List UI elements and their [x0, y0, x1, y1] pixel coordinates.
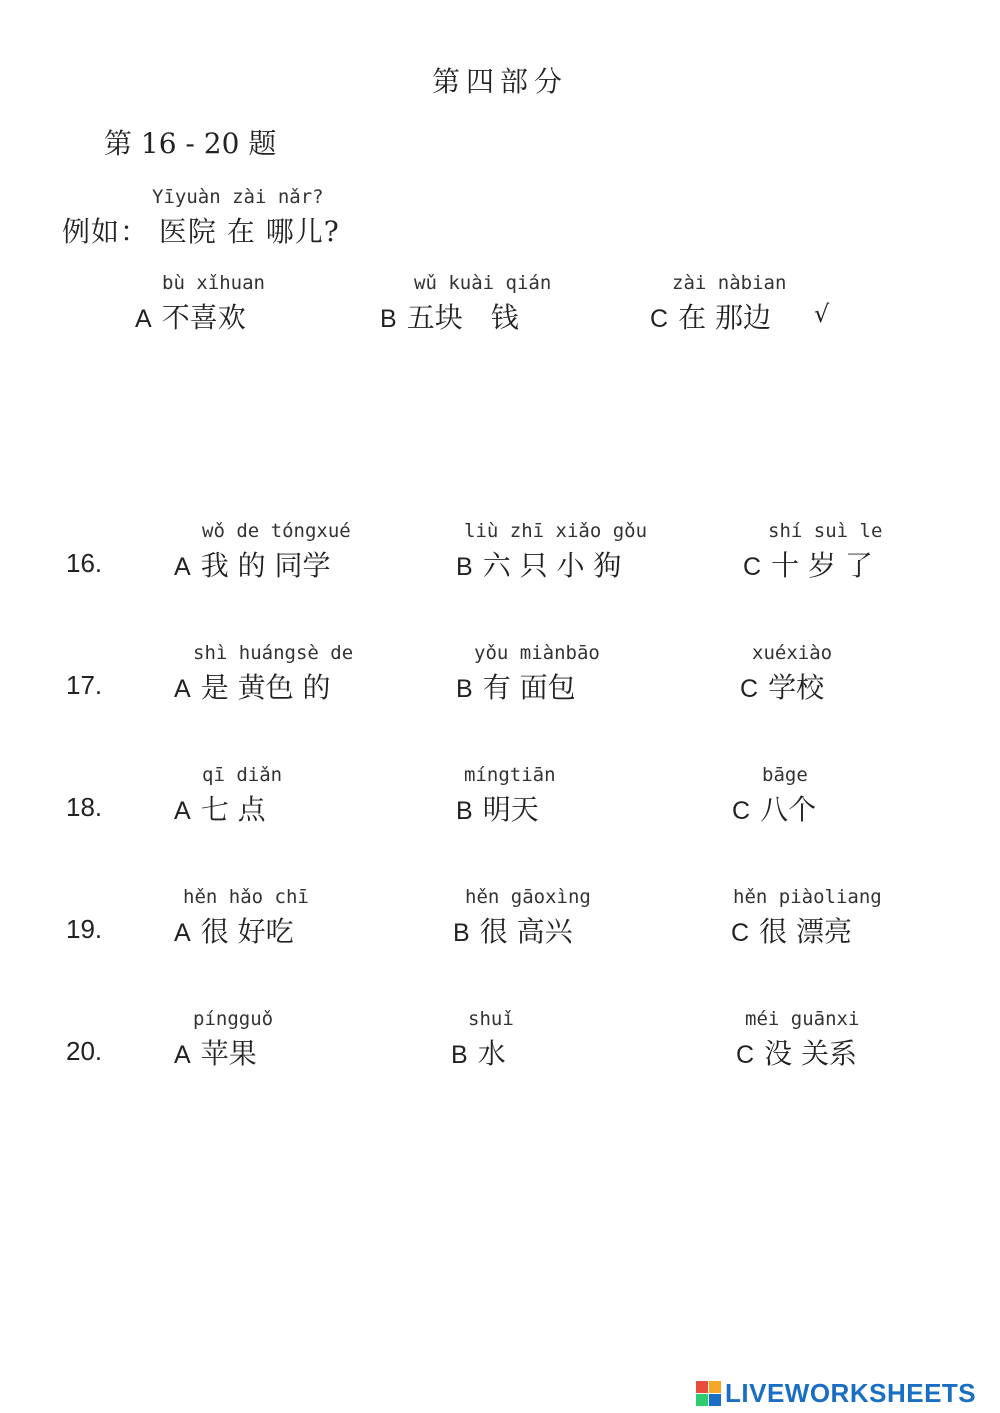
option-letter: C: [743, 553, 762, 581]
q18-option-b[interactable]: [456, 788, 539, 828]
logo-grid-icon: [696, 1381, 721, 1406]
option-text: 六 只 小 狗: [482, 549, 622, 582]
q16-option-b-pinyin: liù zhī xiǎo gǒu: [464, 520, 648, 542]
option-text: 很 高兴: [479, 915, 573, 948]
option-text: 没 关系: [764, 1037, 857, 1070]
option-letter: C: [736, 1041, 755, 1069]
option-letter: C: [732, 797, 751, 825]
option-letter: A: [174, 553, 191, 581]
logo-square: [696, 1394, 708, 1406]
option-text: 在 那边: [678, 301, 771, 334]
option-text: 苹果: [200, 1037, 257, 1070]
q19-option-c-pinyin: hěn piàoliang: [733, 886, 882, 908]
option-letter: A: [174, 919, 191, 947]
q20-option-a[interactable]: [174, 1032, 257, 1072]
q16-option-b[interactable]: [456, 544, 621, 584]
q19-option-b[interactable]: [453, 910, 573, 950]
q18-option-a[interactable]: [174, 788, 266, 828]
example-option-a: [135, 296, 246, 336]
part-title: 第四部分: [431, 65, 568, 98]
example-option-c-pinyin: zài nàbian: [672, 272, 787, 294]
q19-option-c[interactable]: [731, 910, 852, 950]
q20-option-c-pinyin: méi guānxi: [745, 1008, 860, 1030]
brand-text: LIVEWORKSHEETS: [725, 1377, 977, 1408]
q16-option-a[interactable]: [174, 544, 331, 584]
option-text: 水: [477, 1037, 506, 1070]
liveworksheets-logo[interactable]: [696, 1378, 976, 1408]
example-option-b-pinyin: wǔ kuài qián: [414, 272, 552, 294]
option-letter: C: [731, 919, 750, 947]
logo-square: [709, 1381, 721, 1393]
question-number: 16.: [66, 548, 103, 578]
option-text: 我 的 同学: [200, 549, 331, 582]
example-option-a-pinyin: bù xǐhuan: [162, 272, 265, 294]
q18-option-c-pinyin: bāge: [762, 764, 808, 786]
question-number: 17.: [66, 670, 103, 700]
q16-option-c-pinyin: shí suì le: [768, 520, 883, 542]
q20-option-b-pinyin: shuǐ: [468, 1008, 514, 1030]
q17-option-a-pinyin: shì huángsè de: [193, 642, 354, 664]
q17-option-a[interactable]: [174, 666, 331, 706]
option-text: 有 面包: [482, 671, 576, 704]
q19-option-b-pinyin: hěn gāoxìng: [465, 886, 591, 908]
option-letter: B: [453, 919, 470, 947]
question-number: 18.: [66, 792, 103, 822]
logo-square: [696, 1381, 708, 1393]
example-question: 例如： 医院 在 哪儿?: [62, 215, 340, 248]
example-option-b: [380, 296, 519, 336]
option-letter: C: [650, 305, 669, 333]
check-mark-icon: √: [814, 300, 830, 328]
option-letter: B: [380, 305, 397, 333]
option-letter: B: [456, 553, 473, 581]
option-letter: B: [456, 797, 473, 825]
q18-option-c[interactable]: [732, 788, 816, 828]
q17-option-c-pinyin: xuéxiào: [752, 642, 833, 664]
q20-option-b[interactable]: [451, 1032, 506, 1072]
option-letter: A: [135, 305, 152, 333]
q18-option-b-pinyin: míngtiān: [464, 764, 556, 786]
option-text: 不喜欢: [161, 301, 246, 334]
q18-option-a-pinyin: qī diǎn: [202, 764, 283, 786]
q20-option-a-pinyin: píngguǒ: [193, 1008, 274, 1030]
option-letter: B: [456, 675, 473, 703]
q19-option-a[interactable]: [174, 910, 294, 950]
q17-option-b-pinyin: yǒu miànbāo: [474, 642, 600, 664]
option-text: 七 点: [200, 793, 266, 826]
option-text: 十 岁 了: [771, 549, 873, 582]
option-letter: A: [174, 1041, 191, 1069]
option-text: 八个: [760, 793, 817, 826]
option-text: 很 好吃: [200, 915, 294, 948]
question-number: 20.: [66, 1036, 103, 1066]
option-text: 是 黄色 的: [200, 671, 331, 704]
option-letter: A: [174, 797, 191, 825]
option-text: 学校: [768, 671, 825, 704]
logo-square: [709, 1394, 721, 1406]
question-number: 19.: [66, 914, 103, 944]
option-text: 五块 钱: [406, 301, 519, 334]
q20-option-c[interactable]: [736, 1032, 857, 1072]
example-pinyin: Yīyuàn zài nǎr?: [152, 186, 324, 208]
option-letter: A: [174, 675, 191, 703]
q16-option-c[interactable]: [743, 544, 873, 584]
q17-option-b[interactable]: [456, 666, 576, 706]
option-letter: C: [740, 675, 759, 703]
q16-option-a-pinyin: wǒ de tóngxué: [202, 520, 351, 542]
option-letter: B: [451, 1041, 468, 1069]
section-label: 第 16 - 20 题: [104, 127, 277, 160]
q19-option-a-pinyin: hěn hǎo chī: [183, 886, 309, 908]
option-text: 很 漂亮: [759, 915, 852, 948]
option-text: 明天: [482, 793, 539, 826]
q17-option-c[interactable]: [740, 666, 824, 706]
example-option-c: [650, 296, 771, 336]
